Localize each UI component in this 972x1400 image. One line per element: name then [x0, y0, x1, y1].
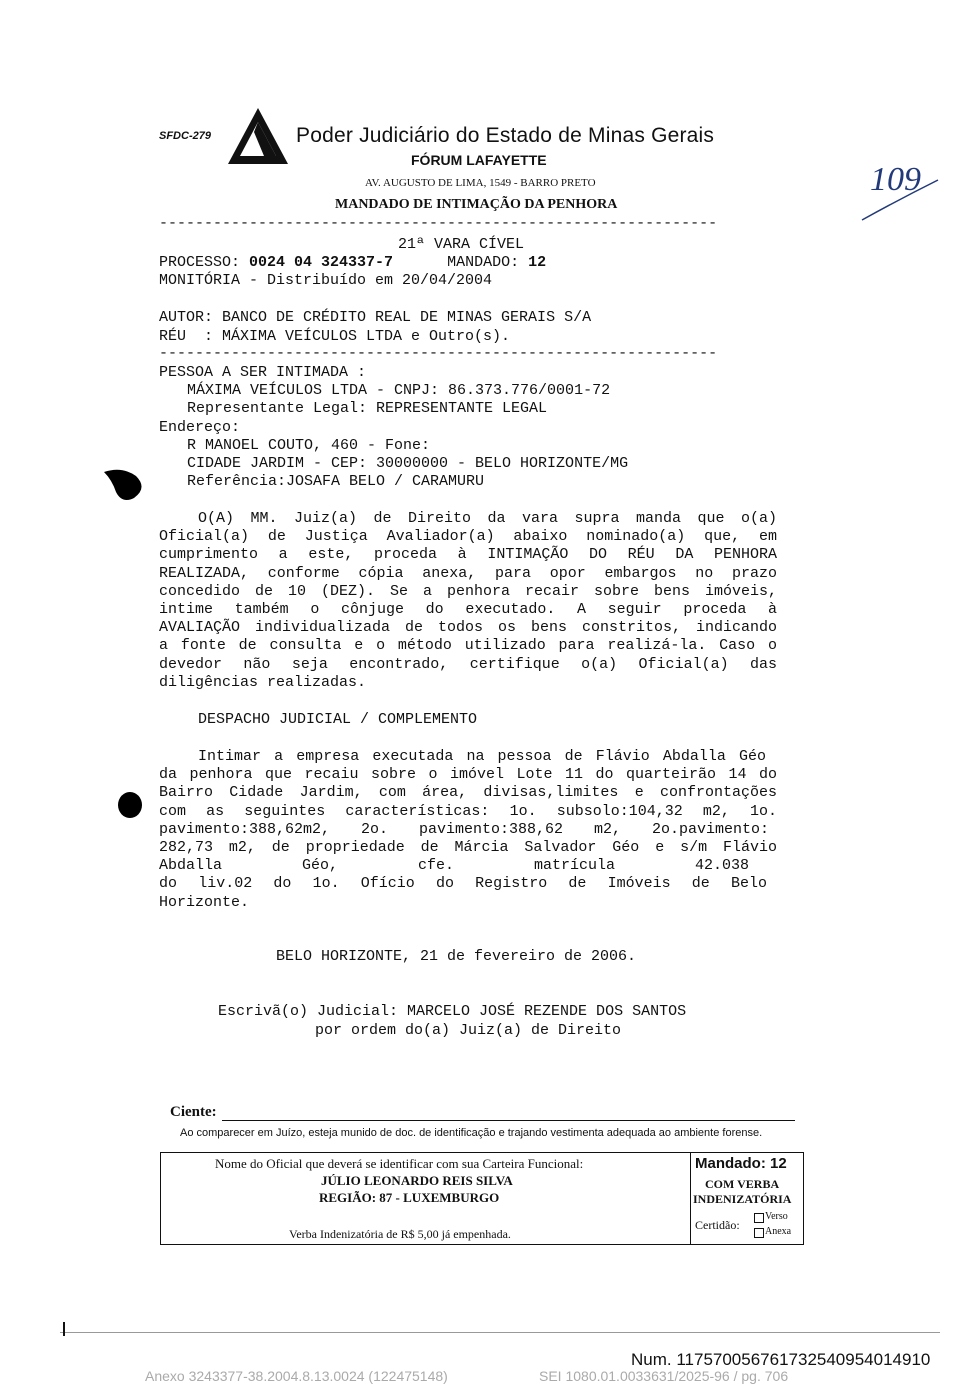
court-logo-icon	[226, 106, 290, 173]
despacho-line: da penhora que recaiu sobre o imóvel Lote 11 do quarteirão 14 do	[159, 766, 777, 784]
process-label: PROCESSO:	[159, 254, 241, 271]
reu-line: RÉU : MÁXIMA VEÍCULOS LTDA e Outro(s).	[159, 328, 511, 345]
order-line: O(A) MM. Juiz(a) de Direito da vara supra manda que o(a)	[198, 510, 777, 527]
punch-hole-mark	[116, 790, 144, 825]
scan-edge-mark	[63, 1322, 65, 1336]
document-number: Num. 11757005676173254095401491​0	[631, 1350, 931, 1369]
order-paragraph	[159, 510, 777, 692]
clerk-line: Escrivã(o) Judicial: MARCELO JOSÉ REZENDE DOS SANTOS	[218, 1003, 687, 1020]
ciente-label: Ciente:	[170, 1104, 217, 1120]
order-line: cumprimento a este, proceda à INTIMAÇÃO DO RÉU DA PENHORA	[159, 546, 777, 564]
officer-label: Nome do Oficial que deverá se identificar com sua Carteira Funcional:	[215, 1156, 584, 1171]
box-divider	[690, 1153, 691, 1244]
punch-hole-mark	[102, 466, 146, 507]
despacho-line: Intimar a empresa executada na pessoa de Flávio Abdalla Géo	[198, 748, 766, 765]
document-title: MANDADO DE INTIMAÇÃO DA PENHORA	[335, 197, 618, 212]
order-line: a fonte de consulta e o método utilizado para realizá-la. Caso o	[159, 637, 777, 655]
forum-name: FÓRUM LAFAYETTE	[411, 152, 547, 168]
mandado-box-label: Mandado: 12	[695, 1155, 787, 1172]
officer-region: REGIÃO: 87 - LUXEMBURGO	[319, 1190, 500, 1205]
reference-line: Referência:JOSAFA BELO / CARAMURU	[187, 473, 485, 490]
page-bottom-rule	[60, 1332, 940, 1333]
order-line: intime também o cônjuge do executado. A seguir proceda à	[159, 601, 777, 619]
despacho-line: do liv.02 do 1o. Ofício do Registro de Imóveis de Belo	[159, 875, 767, 893]
verso-checkbox[interactable]	[754, 1213, 764, 1223]
footer-annex-ref: Anexo 3243377-38.2004.8.13.0024 (122475148)	[145, 1368, 448, 1384]
process-number: 0024 04 324337-7	[249, 254, 394, 271]
form-code: SFDC-279	[159, 130, 211, 142]
attire-notice: Ao comparecer em Juízo, esteja munido de doc. de identificação e trajando vestimenta adequada ao ambiente forense.	[180, 1127, 763, 1139]
despacho-line: Horizonte.	[159, 893, 250, 911]
despacho-line: com as seguintes características: 1o. subsolo:104,32 m2, 1o.	[159, 802, 777, 820]
anexa-checkbox[interactable]	[754, 1228, 764, 1238]
address-label: Endereço:	[159, 419, 241, 436]
order-line: devedor não seja encontrado, certifique o(a) Oficial(a) das	[159, 655, 777, 673]
svg-text:109: 109	[870, 161, 921, 198]
despacho-heading: DESPACHO JUDICIAL / COMPLEMENTO	[198, 711, 478, 728]
person-name-line: MÁXIMA VEÍCULOS LTDA - CNPJ: 86.373.776/0001-72	[187, 382, 611, 399]
court-name: Poder Judiciário do Estado de Minas Gerais	[296, 124, 715, 147]
mandado-label: MANDADO:	[447, 254, 520, 271]
certidao-label: Certidão:	[695, 1218, 740, 1232]
case-type-line: MONITÓRIA - Distribuído em 20/04/2004	[159, 272, 493, 289]
despacho-line: Bairro Cidade Jardim, com área, divisas,limites e confrontações	[159, 784, 777, 802]
street-line: R MANOEL COUTO, 460 - Fone:	[187, 437, 431, 454]
indenizatoria-label: INDENIZATÓRIA	[693, 1192, 792, 1206]
order-line: REALIZADA, conforme cópia anexa, para opor embargos no prazo	[159, 564, 777, 582]
order-of-line: por ordem do(a) Juiz(a) de Direito	[315, 1022, 622, 1039]
despacho-line: pavimento:388,62m2, 2o. pavimento:388,62 m2, 2o.pavimento:	[159, 820, 769, 838]
despacho-paragraph	[159, 748, 777, 912]
despacho-line: 282,73 m2, de propriedade de Márcia Salvador Géo e s/m Flávio	[159, 839, 777, 857]
order-line: concedido de 10 (DEZ). Se a penhora recair sobre bens imóveis,	[159, 582, 777, 600]
forum-address: AV. AUGUSTO DE LIMA, 1549 - BARRO PRETO	[365, 177, 596, 189]
order-line: AVALIAÇÃO individualizada de todos os bens constritos, indicando	[159, 619, 777, 637]
ciente-signature-line	[222, 1120, 795, 1121]
legal-rep-line: Representante Legal: REPRESENTANTE LEGAL	[187, 400, 548, 417]
date-line: BELO HORIZONTE, 21 de fevereiro de 2006.	[276, 948, 637, 965]
city-line: CIDADE JARDIM - CEP: 30000000 - BELO HORIZONTE/MG	[187, 455, 629, 472]
autor-line: AUTOR: BANCO DE CRÉDITO REAL DE MINAS GERAIS S/A	[159, 309, 592, 326]
verso-label: Verso	[765, 1211, 788, 1222]
verba-note: Verba Indenizatória de R$ 5,00 já empenhada.	[289, 1227, 511, 1241]
separator-line: --------------------------------------------------------------	[159, 345, 718, 362]
anexa-label: Anexa	[765, 1226, 792, 1237]
officer-name: JÚLIO LEONARDO REIS SILVA	[321, 1173, 513, 1188]
order-line: diligências realizadas.	[159, 673, 367, 691]
order-line: Oficial(a) de Justiça Avaliador(a) abaixo nominado(a) que, em	[159, 528, 777, 546]
handwritten-page-mark	[858, 150, 942, 231]
footer-sei-ref: SEI 1080.01.0033631/2025-96 / pg. 706	[539, 1368, 789, 1384]
officer-box	[160, 1152, 804, 1245]
separator-line: --------------------------------------------------------------	[159, 215, 718, 232]
vara-label: 21ª VARA CÍVEL	[398, 236, 525, 253]
person-heading: PESSOA A SER INTIMADA :	[159, 364, 367, 381]
mandado-number: 12	[528, 254, 547, 271]
com-verba-label: COM VERBA	[705, 1177, 780, 1191]
process-line	[159, 254, 546, 272]
despacho-line: Abdalla Géo, cfe. matrícula 42.038	[159, 857, 749, 875]
